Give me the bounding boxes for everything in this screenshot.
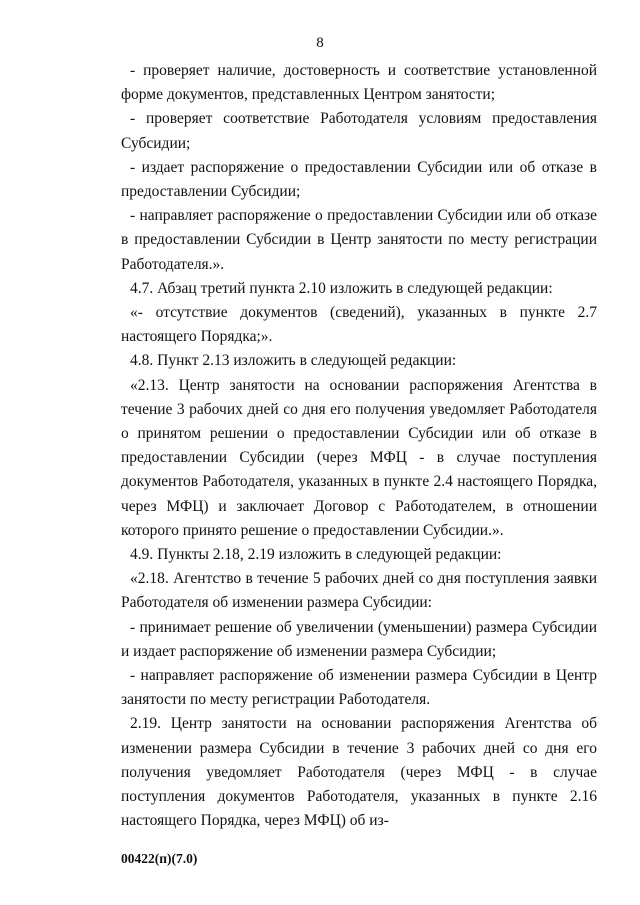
paragraph-clause-2-18: «2.18. Агентство в течение 5 рабочих дней со дня поступления заявки Работодателя об изменении размера Субсидии: xyxy=(121,570,597,612)
paragraph-item-4-9: 4.9. Пункты 2.18, 2.19 изложить в следующей редакции: xyxy=(130,546,502,564)
paragraph-check-conditions: - проверяет соответствие Работодателя условиям предоставления Субсидии; xyxy=(121,110,597,152)
paragraph-check-documents: - проверяет наличие, достоверность и соответствие установленной форме документов, представленных Центром занятости; xyxy=(121,62,597,104)
document-body xyxy=(121,59,597,834)
paragraph-change-decision: - принимает решение об увеличении (уменьшении) размера Субсидии и издает распоряжение об изменении размера Субсидии; xyxy=(121,618,597,660)
document-code: 00422(п)(7.0) xyxy=(121,851,198,866)
paragraph-item-4-8: 4.8. Пункт 2.13 изложить в следующей редакции: xyxy=(130,352,457,370)
paragraph-send-change-order: - направляет распоряжение об изменении размера Субсидии в Центр занятости по месту регистрации Работодателя. xyxy=(121,667,597,709)
paragraph-issue-order: - издает распоряжение о предоставлении Субсидии или об отказе в предоставлении Субсидии; xyxy=(121,158,597,201)
paragraph-missing-documents: «- отсутствие документов (сведений), указанных в пункте 2.7 настоящего Порядка;». xyxy=(121,304,597,346)
paragraph-send-order: - направляет распоряжение о предоставлении Субсидии или об отказе в предоставлении Субсидии в Центр занятости по месту регистрации Работодателя.». xyxy=(121,207,597,273)
paragraph-item-4-7: 4.7. Абзац третий пункта 2.10 изложить в следующей редакции: xyxy=(130,279,553,297)
paragraph-clause-2-13: «2.13. Центр занятости на основании распоряжения Агентства в течение 3 рабочих дней со дня его получения уведомляет Работодателя о принятом решении о предоставлении Субсидии или об отказе в предоставлении Субсидии (через МФЦ - в случае поступления документов Работодателя, указанных в пункте 2.4 настоящего Порядка, через МФЦ) и заключает Договор с Работодателем, в отношении которого принято решение о предоставлении Субсидии.». xyxy=(121,376,597,539)
paragraph-clause-2-19: 2.19. Центр занятости на основании распоряжения Агентства об изменении размера Субсидии в течение 3 рабочих дней со дня его получения уведомляет Работодателя (через МФЦ - в случае поступления документов Работодателя, указанных в пункте 2.16 настоящего Порядка, через МФЦ) об из- xyxy=(121,715,597,830)
page-number: 8 xyxy=(316,35,324,51)
